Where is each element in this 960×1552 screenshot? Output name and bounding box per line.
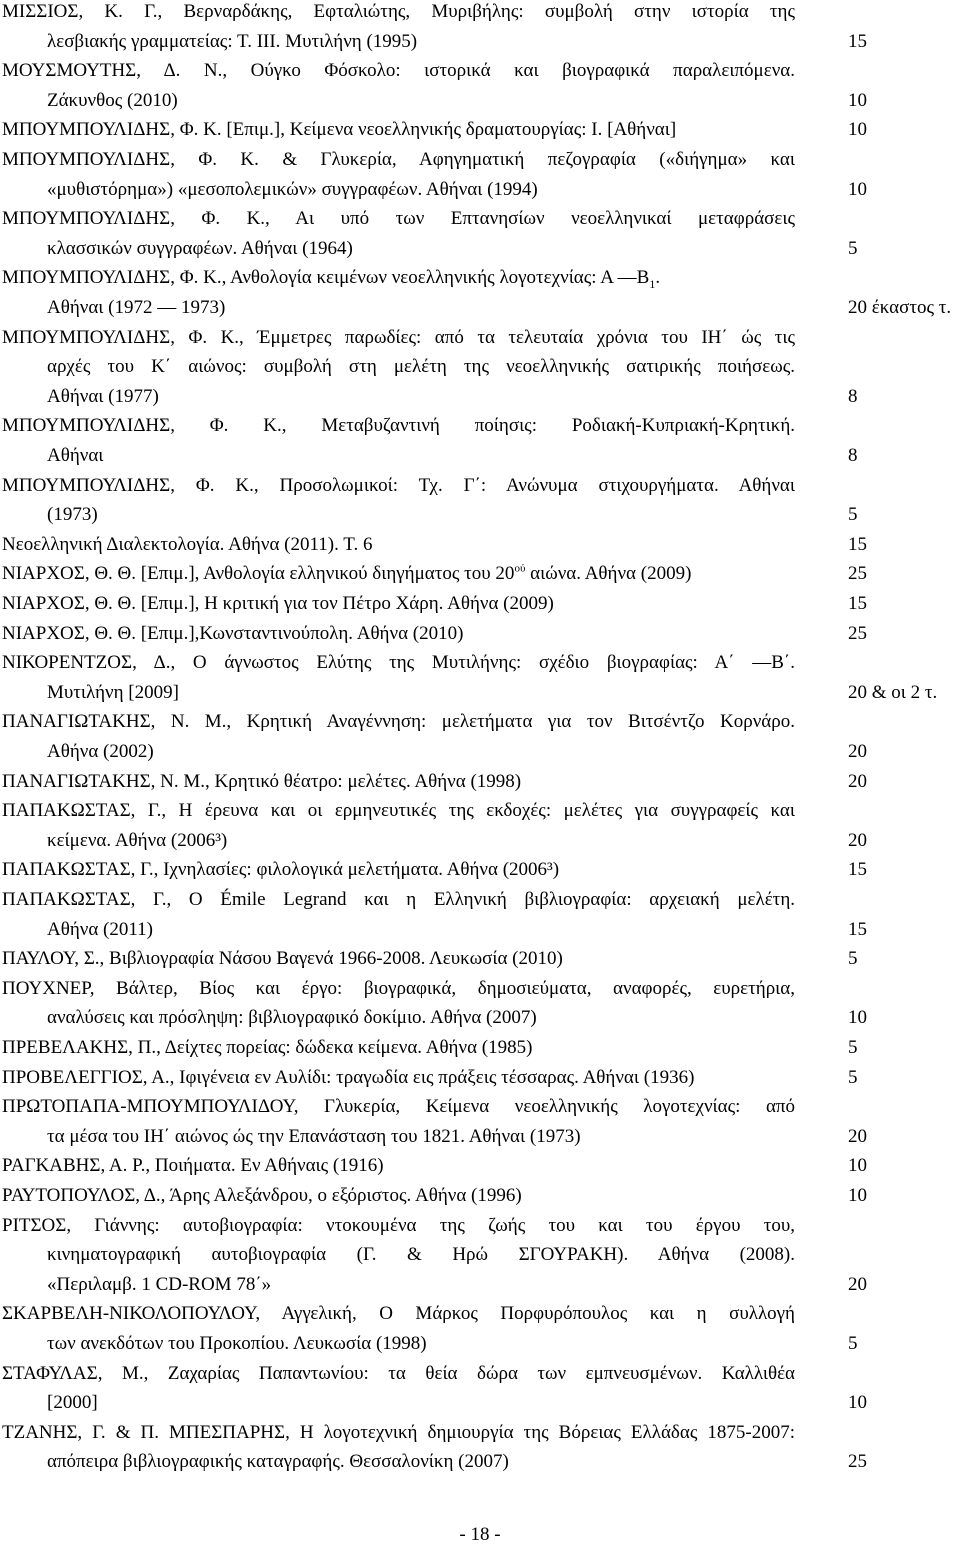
entry-text: ΠΡΩΤΟΠΑΠΑ-ΜΠΟΥΜΠΟΥΛΙΔΟΥ, Γλυκερία, Κείμενα νεοελληνικής λογοτεχνίας: από [2, 1096, 795, 1118]
entry-price: 10 [848, 89, 867, 111]
entry-continuation: Ζάκυνθος (2010) [47, 89, 178, 111]
entry-text: ΠΡΕΒΕΛΑΚΗΣ, Π., Δείχτες πορείας: δώδεκα κείμενα. Αθήνα (1985) [2, 1037, 533, 1058]
entry-price: 10 [848, 1185, 867, 1206]
entry-text: ΠΑΥΛΟΥ, Σ., Βιβλιογραφία Νάσου Βαγενά 1966-2008. Λευκωσία (2010) [2, 948, 563, 970]
entry-line [0, 619, 960, 649]
entry-text: ΠΟΥΧΝΕΡ, Βάλτερ, Βίος και έργο: βιογραφικά, δημοσιεύματα, αναφορές, ευρετήρια, [2, 977, 795, 999]
subscript: 1 [649, 277, 656, 292]
entry-continuation: απόπειρα βιβλιογραφικής καταγραφής. Θεσσαλονίκη (2007) [47, 1451, 509, 1473]
entry-line [0, 471, 960, 501]
entry-line [0, 352, 960, 382]
entry-text: ΜΠΟΥΜΠΟΥΛΙΔΗΣ, Φ. Κ., Αι υπό των Επτανησίων νεοελληνικαί μεταφράσεις [2, 208, 795, 230]
entry-continuation: Μυτιλήνη [2009] [47, 681, 179, 703]
entry-line [0, 796, 960, 826]
entry-line [0, 530, 960, 560]
entry-price: 8 [848, 445, 858, 466]
entry-line [0, 1033, 960, 1063]
entry-text: ΠΑΠΑΚΩΣΤΑΣ, Γ., Η έρευνα και οι ερμηνευτικές της εκδοχές: μελέτες για συγγραφείς και [2, 800, 795, 822]
entry-continuation: κλασσικών συγγραφέων. Αθήναι (1964) [47, 237, 353, 259]
entry-line [0, 1299, 960, 1329]
entry-price: 8 [848, 385, 858, 407]
entry-text: ΜΠΟΥΜΠΟΥΛΙΔΗΣ, Φ. Κ. [Επιμ.], Κείμενα νεοελληνικής δραματουργίας: Ι. [Αθήναι] [2, 119, 677, 141]
entry-line [0, 382, 960, 412]
entry-continuation: Αθήνα (2011) [47, 918, 154, 940]
entry-text: ΣΚΑΡΒΕΛΗ-ΝΙΚΟΛΟΠΟΥΛΟΥ, Αγγελική, Ο Μάρκος Πορφυρόπουλος και η συλλογή [2, 1303, 795, 1325]
entry-price: 15 [848, 918, 867, 940]
entry-line [0, 1388, 960, 1418]
entry-continuation: [2000] [47, 1392, 98, 1414]
entry-price: 5 [848, 1037, 858, 1058]
entry-line [0, 1447, 960, 1477]
entry-price: 10 [848, 1155, 867, 1177]
entry-text: ΜΠΟΥΜΠΟΥΛΙΔΗΣ, Φ. Κ. & Γλυκερία, Αφηγηματική πεζογραφία («διήγημα» και [2, 149, 795, 170]
entry-text: ΝΙΑΡΧΟΣ, Θ. Θ. [Επιμ.],Κωνσταντινούπολη. Αθήνα (2010) [2, 622, 464, 644]
superscript: ού [514, 563, 526, 576]
entry-line [0, 1003, 960, 1033]
entry-text: ΡΙΤΣΟΣ, Γιάννης: αυτοβιογραφία: ντοκουμένα της ζωής του και του έργου του, [2, 1214, 795, 1236]
entry-text: ΡΑΓΚΑΒΗΣ, Α. Ρ., Ποιήματα. Εν Αθήναις (1916) [2, 1155, 384, 1177]
entry-continuation: Αθήναι (1972 — 1973) [47, 297, 226, 318]
entry-line [0, 1359, 960, 1389]
entry-price: 5 [848, 948, 858, 970]
entry-line [0, 145, 960, 175]
entry-text: ΝΙΑΡΧΟΣ, Θ. Θ. [Επιμ.], Η κριτική για τον Πέτρο Χάρη. Αθήνα (2009) [2, 593, 554, 614]
entry-price: 15 [848, 30, 867, 52]
entry-line [0, 204, 960, 234]
entry-text: ΝΙΚΟΡΕΝΤΖΟΣ, Δ., Ο άγνωστος Ελύτης της Μυτιλήνης: σχέδιο βιογραφίας: Α΄ —Β΄. [2, 652, 795, 674]
entry-line [0, 767, 960, 797]
entry-line [0, 974, 960, 1004]
entry-line [0, 1418, 960, 1448]
entry-price: 10 [848, 1007, 867, 1029]
entry-line [0, 1270, 960, 1300]
entry-line [0, 263, 960, 293]
entry-continuation: «Περιλαμβ. 1 CD-ROM 78΄» [47, 1273, 272, 1295]
entry-line [0, 648, 960, 678]
entry-price: 10 [848, 119, 867, 141]
entry-line [0, 323, 960, 353]
entry-text: ΜΠΟΥΜΠΟΥΛΙΔΗΣ, Φ. Κ., Ανθολογία κειμένων νεοελληνικής λογοτεχνίας: Α $—B_1$. [2, 267, 661, 292]
entry-line [0, 915, 960, 945]
entry-text: ΜΙΣΣΙΟΣ, Κ. Γ., Βερναρδάκης, Εφταλιώτης, Μυριβήλης: συμβολή στην ιστορία της [2, 1, 795, 22]
entry-line [0, 707, 960, 737]
entry-line [0, 559, 960, 589]
entry-price: 25 [848, 1451, 867, 1473]
entry-text: ΜΠΟΥΜΠΟΥΛΙΔΗΣ, Φ. Κ., Μεταβυζαντινή ποίησις: Ροδιακή-Κυπριακή-Κρητική. [2, 415, 795, 437]
entry-line [0, 115, 960, 145]
entry-continuation: Αθήναι (1977) [47, 385, 159, 407]
entry-price: 10 [848, 1392, 867, 1414]
page-number: - 18 - [459, 1524, 501, 1545]
entry-line [0, 500, 960, 530]
entry-line [0, 293, 960, 323]
entry-price: 15 [848, 859, 867, 881]
entry-text: Νεοελληνική Διαλεκτολογία. Αθήνα (2011). Τ. 6 [2, 533, 373, 555]
entry-price: 20 [848, 770, 867, 792]
entry-continuation: αρχές του Κ΄ αιώνος: συμβολή στη μελέτη της νεοελληνικής σατιρικής ποιήσεως. [47, 356, 795, 378]
entry-line [0, 0, 960, 27]
entry-text: ΜΠΟΥΜΠΟΥΛΙΔΗΣ, Φ. Κ., Προσολωμικοί: Τχ. Γ΄: Ανώνυμα στιχουργήματα. Αθήναι [2, 474, 795, 496]
entry-text: ΣΤΑΦΥΛΑΣ, Μ., Ζαχαρίας Παπαντωνίου: τα θεία δώρα των εμπνευσμένων. Καλλιθέα [2, 1362, 795, 1384]
entry-price: 20 [848, 741, 867, 762]
entry-line [0, 826, 960, 856]
entry-price: 10 [848, 178, 867, 200]
entry-price: 25 [848, 563, 867, 585]
entry-line [0, 1063, 960, 1093]
entry-text: ΤΖΑΝΗΣ, Γ. & Π. ΜΠΕΣΠΑΡΗΣ, Η λογοτεχνική δημιουργία της Βόρειας Ελλάδας 1875-2007: [2, 1421, 795, 1443]
entry-line [0, 855, 960, 885]
entry-continuation: «μυθιστόρημα») «μεσοπολεμικών» συγγραφέων. Αθήναι (1994) [47, 178, 538, 200]
entry-line [0, 1181, 960, 1211]
entry-line [0, 589, 960, 619]
entry-text: ΠΑΝΑΓΙΩΤΑΚΗΣ, Ν. Μ., Κρητική Αναγέννηση: μελετήματα για τον Βιτσέντζο Κορνάρο. [2, 711, 795, 733]
entry-continuation: λεσβιακής γραμματείας: Τ. ΙΙΙ. Μυτιλήνη (1995) [47, 30, 418, 52]
entry-text: ΠΡΟΒΕΛΕΓΓΙΟΣ, Α., Ιφιγένεια εν Αυλίδι: τραγωδία εις πράξεις τέσσαρας. Αθήναι (1936) [2, 1066, 695, 1088]
entry-price: 5 [848, 1333, 858, 1354]
entry-line [0, 944, 960, 974]
entry-line [0, 86, 960, 116]
entry-price: 5 [848, 1066, 858, 1088]
entry-price: 20 & οι 2 τ. [848, 681, 938, 703]
entry-price: 20 [848, 1125, 867, 1147]
entry-text: ΠΑΠΑΚΩΣΤΑΣ, Γ., Ο Émile Legrand και η Ελληνική βιβλιογραφία: αρχειακή μελέτη. [2, 889, 795, 910]
entry-continuation: των ανεκδότων του Προκοπίου. Λευκωσία (1998) [47, 1333, 427, 1354]
entry-text: ΝΙΑΡΧΟΣ, Θ. Θ. [Επιμ.], Ανθολογία ελληνικού διηγήματος του $20^{oύ}$ αιώνα. Αθήνα (2009) [2, 563, 692, 585]
entry-price: 20 έκαστος τ. [848, 297, 952, 318]
entry-line [0, 441, 960, 471]
entry-line [0, 56, 960, 86]
entry-line [0, 175, 960, 205]
entry-line [0, 737, 960, 767]
entry-line [0, 234, 960, 264]
entry-price: 5 [848, 237, 858, 259]
entry-price: 20 [848, 829, 867, 851]
entry-text: ΜΟΥΣΜΟΥΤΗΣ, Δ. Ν., Ούγκο Φόσκολο: ιστορικά και βιογραφικά παραλειπόμενα. [2, 60, 795, 82]
entry-continuation: Αθήναι [47, 445, 104, 466]
entry-price: 15 [848, 533, 867, 555]
entry-line [0, 678, 960, 708]
entry-continuation: κινηματογραφική αυτοβιογραφία (Γ. & Ηρώ ΣΓΟΥΡΑΚΗ). Αθήνα (2008). [47, 1244, 795, 1266]
entry-line [0, 1240, 960, 1270]
entry-price: 15 [848, 593, 867, 614]
entry-continuation: αναλύσεις και πρόσληψη: βιβλιογραφικό δοκίμιο. Αθήνα (2007) [47, 1007, 537, 1029]
entry-text: ΠΑΠΑΚΩΣΤΑΣ, Γ., Ιχνηλασίες: φιλολογικά μελετήματα. Αθήνα (2006³) [2, 859, 560, 881]
entry-text: ΜΠΟΥΜΠΟΥΛΙΔΗΣ, Φ. Κ., Έμμετρες παρωδίες: από τα τελευταία χρόνια του ΙΗ΄ ώς τις [2, 326, 795, 348]
entry-line [0, 1329, 960, 1359]
entry-line [0, 885, 960, 915]
entry-price: 5 [848, 504, 858, 526]
entry-price: 20 [848, 1273, 867, 1295]
entry-line [0, 1211, 960, 1241]
entry-continuation: Αθήνα (2002) [47, 741, 154, 762]
entry-text: ΡΑΥΤΟΠΟΥΛΟΣ, Δ., Άρης Αλεξάνδρου, ο εξόριστος. Αθήνα (1996) [2, 1185, 522, 1206]
entry-line [0, 1151, 960, 1181]
entry-text: ΠΑΝΑΓΙΩΤΑΚΗΣ, Ν. Μ., Κρητικό θέατρο: μελέτες. Αθήνα (1998) [2, 770, 522, 792]
entry-line [0, 27, 960, 57]
entry-line [0, 1092, 960, 1122]
entry-continuation: κείμενα. Αθήνα (2006³) [47, 829, 228, 851]
entry-continuation: τα μέσα του ΙΗ΄ αιώνος ώς την Επανάσταση του 1821. Αθήναι (1973) [47, 1125, 581, 1147]
entry-line [0, 411, 960, 441]
entry-continuation: (1973) [47, 504, 98, 526]
entry-price: 25 [848, 622, 867, 644]
entry-line [0, 1122, 960, 1152]
